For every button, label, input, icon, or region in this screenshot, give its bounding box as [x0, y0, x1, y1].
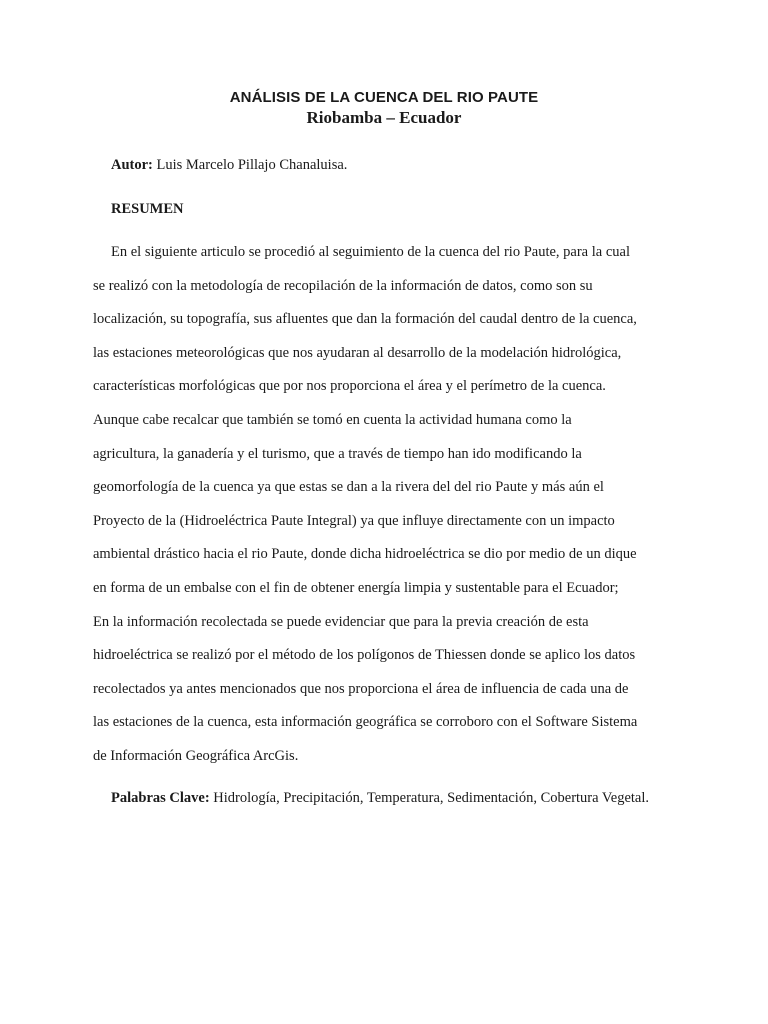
- abstract-line: En el siguiente articulo se procedió al seguimiento de la cuenca del rio Paute, para la cual: [111, 244, 630, 260]
- keywords-line: [111, 790, 649, 807]
- keywords-text: Hidrología, Precipitación, Temperatura, Sedimentación, Cobertura Vegetal.: [213, 790, 650, 806]
- keywords-label: Palabras Clave:: [111, 790, 210, 806]
- abstract-line: en forma de un embalse con el fin de obtener energía limpia y sustentable para el Ecuador;: [93, 579, 619, 596]
- abstract-line: localización, su topografía, sus afluentes que dan la formación del caudal dentro de la cuenca,: [93, 311, 637, 328]
- document-subtitle: Riobamba – Ecuador: [306, 108, 462, 127]
- abstract-line: Proyecto de la (Hidroeléctrica Paute Integral) ya que influye directamente con un impacto: [93, 512, 615, 529]
- abstract-line: Aunque cabe recalcar que también se tomó en cuenta la actividad humana como la: [93, 411, 572, 428]
- abstract-line: características morfológicas que por nos proporciona el área y el perímetro de la cuenca.: [93, 378, 606, 395]
- author-line: [111, 157, 347, 174]
- abstract-line: recolectados ya antes mencionados que nos proporciona el área de influencia de cada una de: [93, 680, 629, 697]
- abstract-line: hidroeléctrica se realizó por el método de los polígonos de Thiessen donde se aplico los datos: [93, 647, 636, 664]
- abstract-line: En la información recolectada se puede evidenciar que para la previa creación de esta: [93, 613, 589, 630]
- abstract-line: de Información Geográfica ArcGis.: [93, 747, 299, 764]
- abstract-line: geomorfología de la cuenca ya que estas se dan a la rivera del del rio Paute y más aún el: [93, 479, 604, 496]
- abstract-line: las estaciones de la cuenca, esta información geográfica se corroboro con el Software Sistema: [93, 714, 638, 731]
- author-label: Autor:: [111, 157, 153, 173]
- author-name: Luis Marcelo Pillajo Chanaluisa.: [156, 157, 348, 173]
- abstract-line: las estaciones meteorológicas que nos ayudaran al desarrollo de la modelación hidrológica,: [93, 344, 622, 361]
- document-title: ANÁLISIS DE LA CUENCA DEL RIO PAUTE: [229, 89, 539, 106]
- abstract-body: [93, 241, 673, 779]
- abstract-line: se realizó con la metodología de recopilación de la información de datos, como son su: [93, 277, 593, 294]
- abstract-heading: RESUMEN: [111, 201, 184, 217]
- abstract-line: agricultura, la ganadería y el turismo, que a través de tiempo han ido modificando la: [93, 445, 582, 462]
- abstract-line: ambiental drástico hacia el rio Paute, donde dicha hidroeléctrica se dio por medio de un dique: [93, 546, 637, 563]
